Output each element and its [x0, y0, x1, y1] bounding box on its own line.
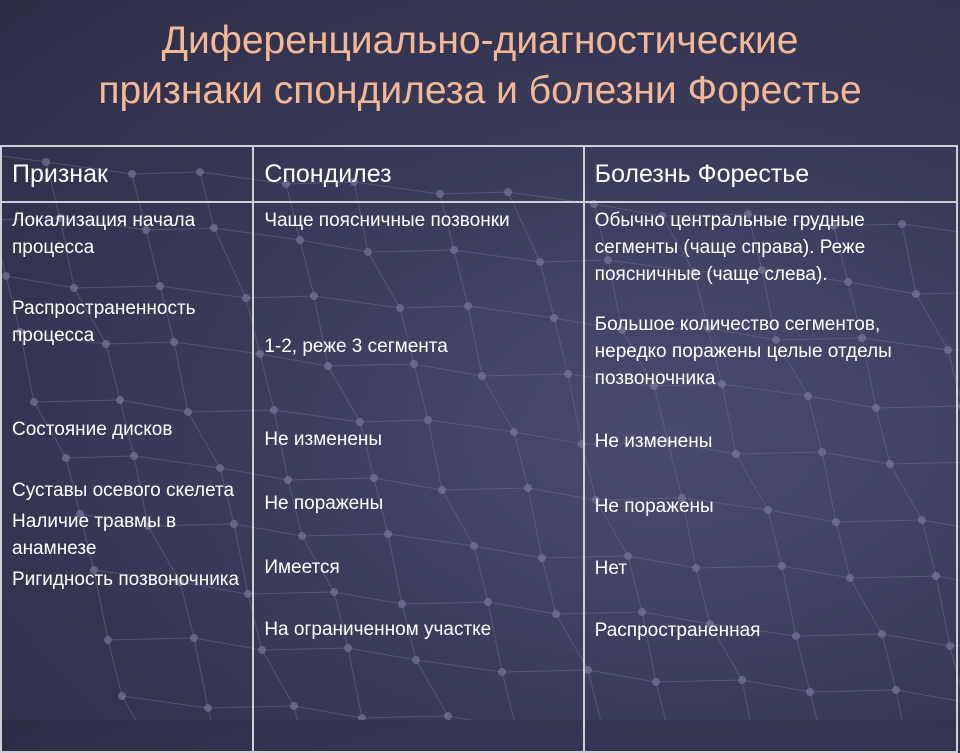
- forestier-joints: Не поражены: [594, 496, 714, 517]
- spondylosis-trauma: Имеется: [264, 557, 340, 578]
- sign-joints: Суставы осевого скелета: [12, 480, 235, 501]
- sign-trauma: Наличие травмы в анамнезе: [12, 511, 177, 559]
- column-spondylosis: [253, 202, 583, 752]
- slide-title: [20, 16, 940, 116]
- forestier-trauma: Нет: [594, 558, 628, 579]
- title-line-1: Диференциально-диагностические: [161, 19, 799, 62]
- header-sign: Признак: [1, 146, 253, 202]
- header-forestier: Болезнь Форестье: [584, 146, 957, 202]
- column-forestier: [584, 202, 957, 752]
- sign-localization: Локализация начала процесса: [12, 210, 196, 258]
- forestier-localization: Обычно центральные грудные сегменты (чаще справа). Реже поясничные (чаще слева).: [594, 210, 866, 285]
- table-body-row: [1, 202, 957, 752]
- spondylosis-rigidity: На ограниченном участке: [264, 619, 492, 640]
- sign-rigidity: Ригидность позвоночника: [12, 569, 240, 590]
- sign-extent: Распространенность процесса: [12, 298, 196, 346]
- comparison-table: [0, 145, 958, 753]
- column-signs: [1, 202, 253, 752]
- table-header-row: [1, 146, 957, 202]
- header-spondylosis: Спондилез: [253, 146, 583, 202]
- spondylosis-discs: Не изменены: [264, 429, 383, 450]
- forestier-discs: Не изменены: [594, 431, 713, 452]
- sign-discs: Состояние дисков: [12, 419, 173, 440]
- spondylosis-extent: 1-2, реже 3 сегмента: [264, 336, 448, 357]
- spondylosis-localization: Чаще поясничные позвонки: [264, 210, 510, 231]
- spondylosis-joints: Не поражены: [264, 493, 384, 514]
- forestier-rigidity: Распространенная: [594, 620, 761, 641]
- title-line-2: признаки спондилеза и болезни Форестье: [98, 69, 862, 112]
- forestier-extent: Большое количество сегментов, нередко поражены целые отделы позвоночника: [594, 314, 892, 389]
